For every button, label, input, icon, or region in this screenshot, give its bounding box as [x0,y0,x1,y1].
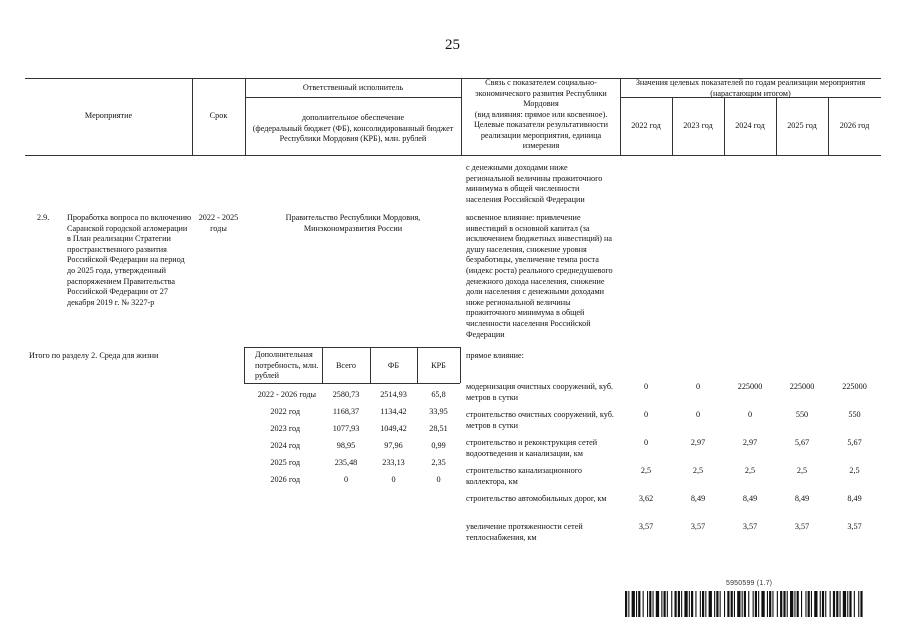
finance-period: 2022 - 2026 годы [257,390,316,399]
header-additional: дополнительное обеспечение (федеральный бюджет (ФБ), консолидированный бюджет Республики Мордовия (КРБ), млн. рублей [252,113,454,143]
finance-fb: 1134,42 [380,407,407,416]
finance-krb-header: КРБ [431,361,446,370]
indicator-value: 3,57 [847,522,862,531]
finance-fb: 1049,42 [380,424,407,433]
indicator-value: 2,5 [744,466,756,475]
header-values: Значения целевых показателей по годам реализации мероприятия (нарастающим итогом) [635,78,866,98]
finance-all: 1077,93 [332,424,360,433]
indicator-value: 550 [795,410,809,419]
finance-period: 2022 год [270,407,300,416]
total-label: Итого по разделу 2. Среда для жизни [29,351,159,360]
header-link: Связь с показателем социально-экономического развития Республики Мордовия (вид влияния: прямое или косвенное). Целевые показатели результативности реализации мероприятия, единица измерения [474,78,608,150]
indicator-value: 3,62 [638,494,654,503]
finance-krb: 0,99 [431,441,446,450]
indicator-value: 0 [643,438,649,447]
indicator-value: 0 [695,382,701,391]
finance-all: 1168,37 [332,407,360,416]
indicator-value: 2,5 [692,466,704,475]
row-event: Проработка вопроса по включению Саранской городской агломерации в План реализации Стратегии пространственного развития Российской Федерации на период до 2025 года, утвержденный распоряжением Правительства Российской Федерации от 27 декабря 2019 г. № 3227-р [67,213,192,307]
indicator-name: строительство автомобильных дорог, км [466,494,607,503]
finance-period: 2025 год [270,458,300,467]
finance-krb: 0 [436,475,441,484]
row-number: 2.9. [37,213,50,222]
finance-krb: 2,35 [431,458,446,467]
header-responsible: Ответственный исполнитель [302,83,404,92]
indicator-value: 3,57 [690,522,706,531]
indicator-value: 2,5 [796,466,808,475]
page-number: 25 [445,37,460,53]
indicator-value: 0 [643,382,649,391]
indicator-value: 550 [848,410,861,419]
indicator-name: строительство и реконструкция сетей водоотведения и канализации, км [466,438,598,458]
finance-period: 2024 год [270,441,300,450]
finance-fb: 2514,93 [380,390,407,399]
direct-influence-label: прямое влияние: [466,351,524,360]
indicator-value: 225000 [789,382,815,391]
finance-need-header: Дополнительная потребность, млн. рублей [255,350,319,381]
finance-period: 2026 год [270,475,300,484]
indicator-value: 2,5 [849,466,860,475]
indicator-value: 5,67 [794,438,810,447]
header-event: Мероприятие [84,111,133,120]
finance-all: 0 [343,475,349,484]
finance-krb: 33,95 [429,407,448,416]
finance-all: 98,95 [336,441,356,450]
barcode-label: 5950599 (1.7) [726,580,773,587]
finance-all: 2580,73 [332,390,360,399]
header-term: Срок [209,111,228,120]
indicator-name: строительство очистных сооружений, куб. метров в сутки [466,410,614,430]
row-term: 2022 - 2025 годы [198,213,239,233]
indicator-value: 225000 [842,382,867,391]
finance-fb: 233,13 [382,458,405,467]
finance-fb-header: ФБ [387,361,400,370]
indicator-value: 2,97 [742,438,758,447]
finance-krb: 65,8 [431,390,446,399]
row-link: косвенное влияние: привлечение инвестиций в основной капитал (за исключением бюджетных инвестиций) на душу населения, снижение уровня безработицы, увеличение темпа роста (индекс роста) реального среднедушевого денежного дохода населения, снижение доли населения с денежными доходами ниже региональной величины прожиточного минимума в общей численности населения Российской Федерации [466,213,613,339]
indicator-value: 2,5 [640,466,652,475]
indicator-value: 3,57 [742,522,758,531]
indicator-value: 8,49 [742,494,758,503]
indicator-name: увеличение протяженности сетей теплоснабжения, км [466,522,583,542]
indicator-value: 5,67 [847,438,862,447]
indicator-value: 2,97 [690,438,706,447]
finance-fb: 0 [391,475,396,484]
header-year-2023: 2023 год [683,121,713,130]
header-year-2024: 2024 год [735,121,765,130]
indicator-value: 3,57 [638,522,654,531]
indicator-value: 0 [643,410,649,419]
barcode-icon [625,591,863,617]
indicator-name: модернизация очистных сооружений, куб. метров в сутки [466,382,614,402]
indicator-value: 8,49 [690,494,706,503]
indicator-value: 8,49 [847,494,862,503]
indicator-value: 0 [747,410,753,419]
finance-all-header: Всего [335,361,357,370]
finance-fb: 97,96 [384,441,403,450]
header-year-2026: 2026 год [839,121,870,130]
row-responsible: Правительство Республики Мордовия, Минэкономразвития России [285,213,421,233]
finance-all: 235,48 [334,458,358,467]
indicator-value: 8,49 [794,494,810,503]
indicator-name: строительство канализационного коллектора, км [466,466,582,486]
indicator-value: 3,57 [794,522,810,531]
header-year-2025: 2025 год [787,121,817,130]
header-year-2022: 2022 год [631,121,661,130]
indicator-value: 0 [695,410,701,419]
carryover-text: с денежными доходами ниже региональной величины прожиточного минимума в общей численности населения Российской Федерации [466,163,603,204]
finance-period: 2023 год [270,424,300,433]
finance-krb: 28,51 [429,424,448,433]
indicator-value: 225000 [737,382,763,391]
